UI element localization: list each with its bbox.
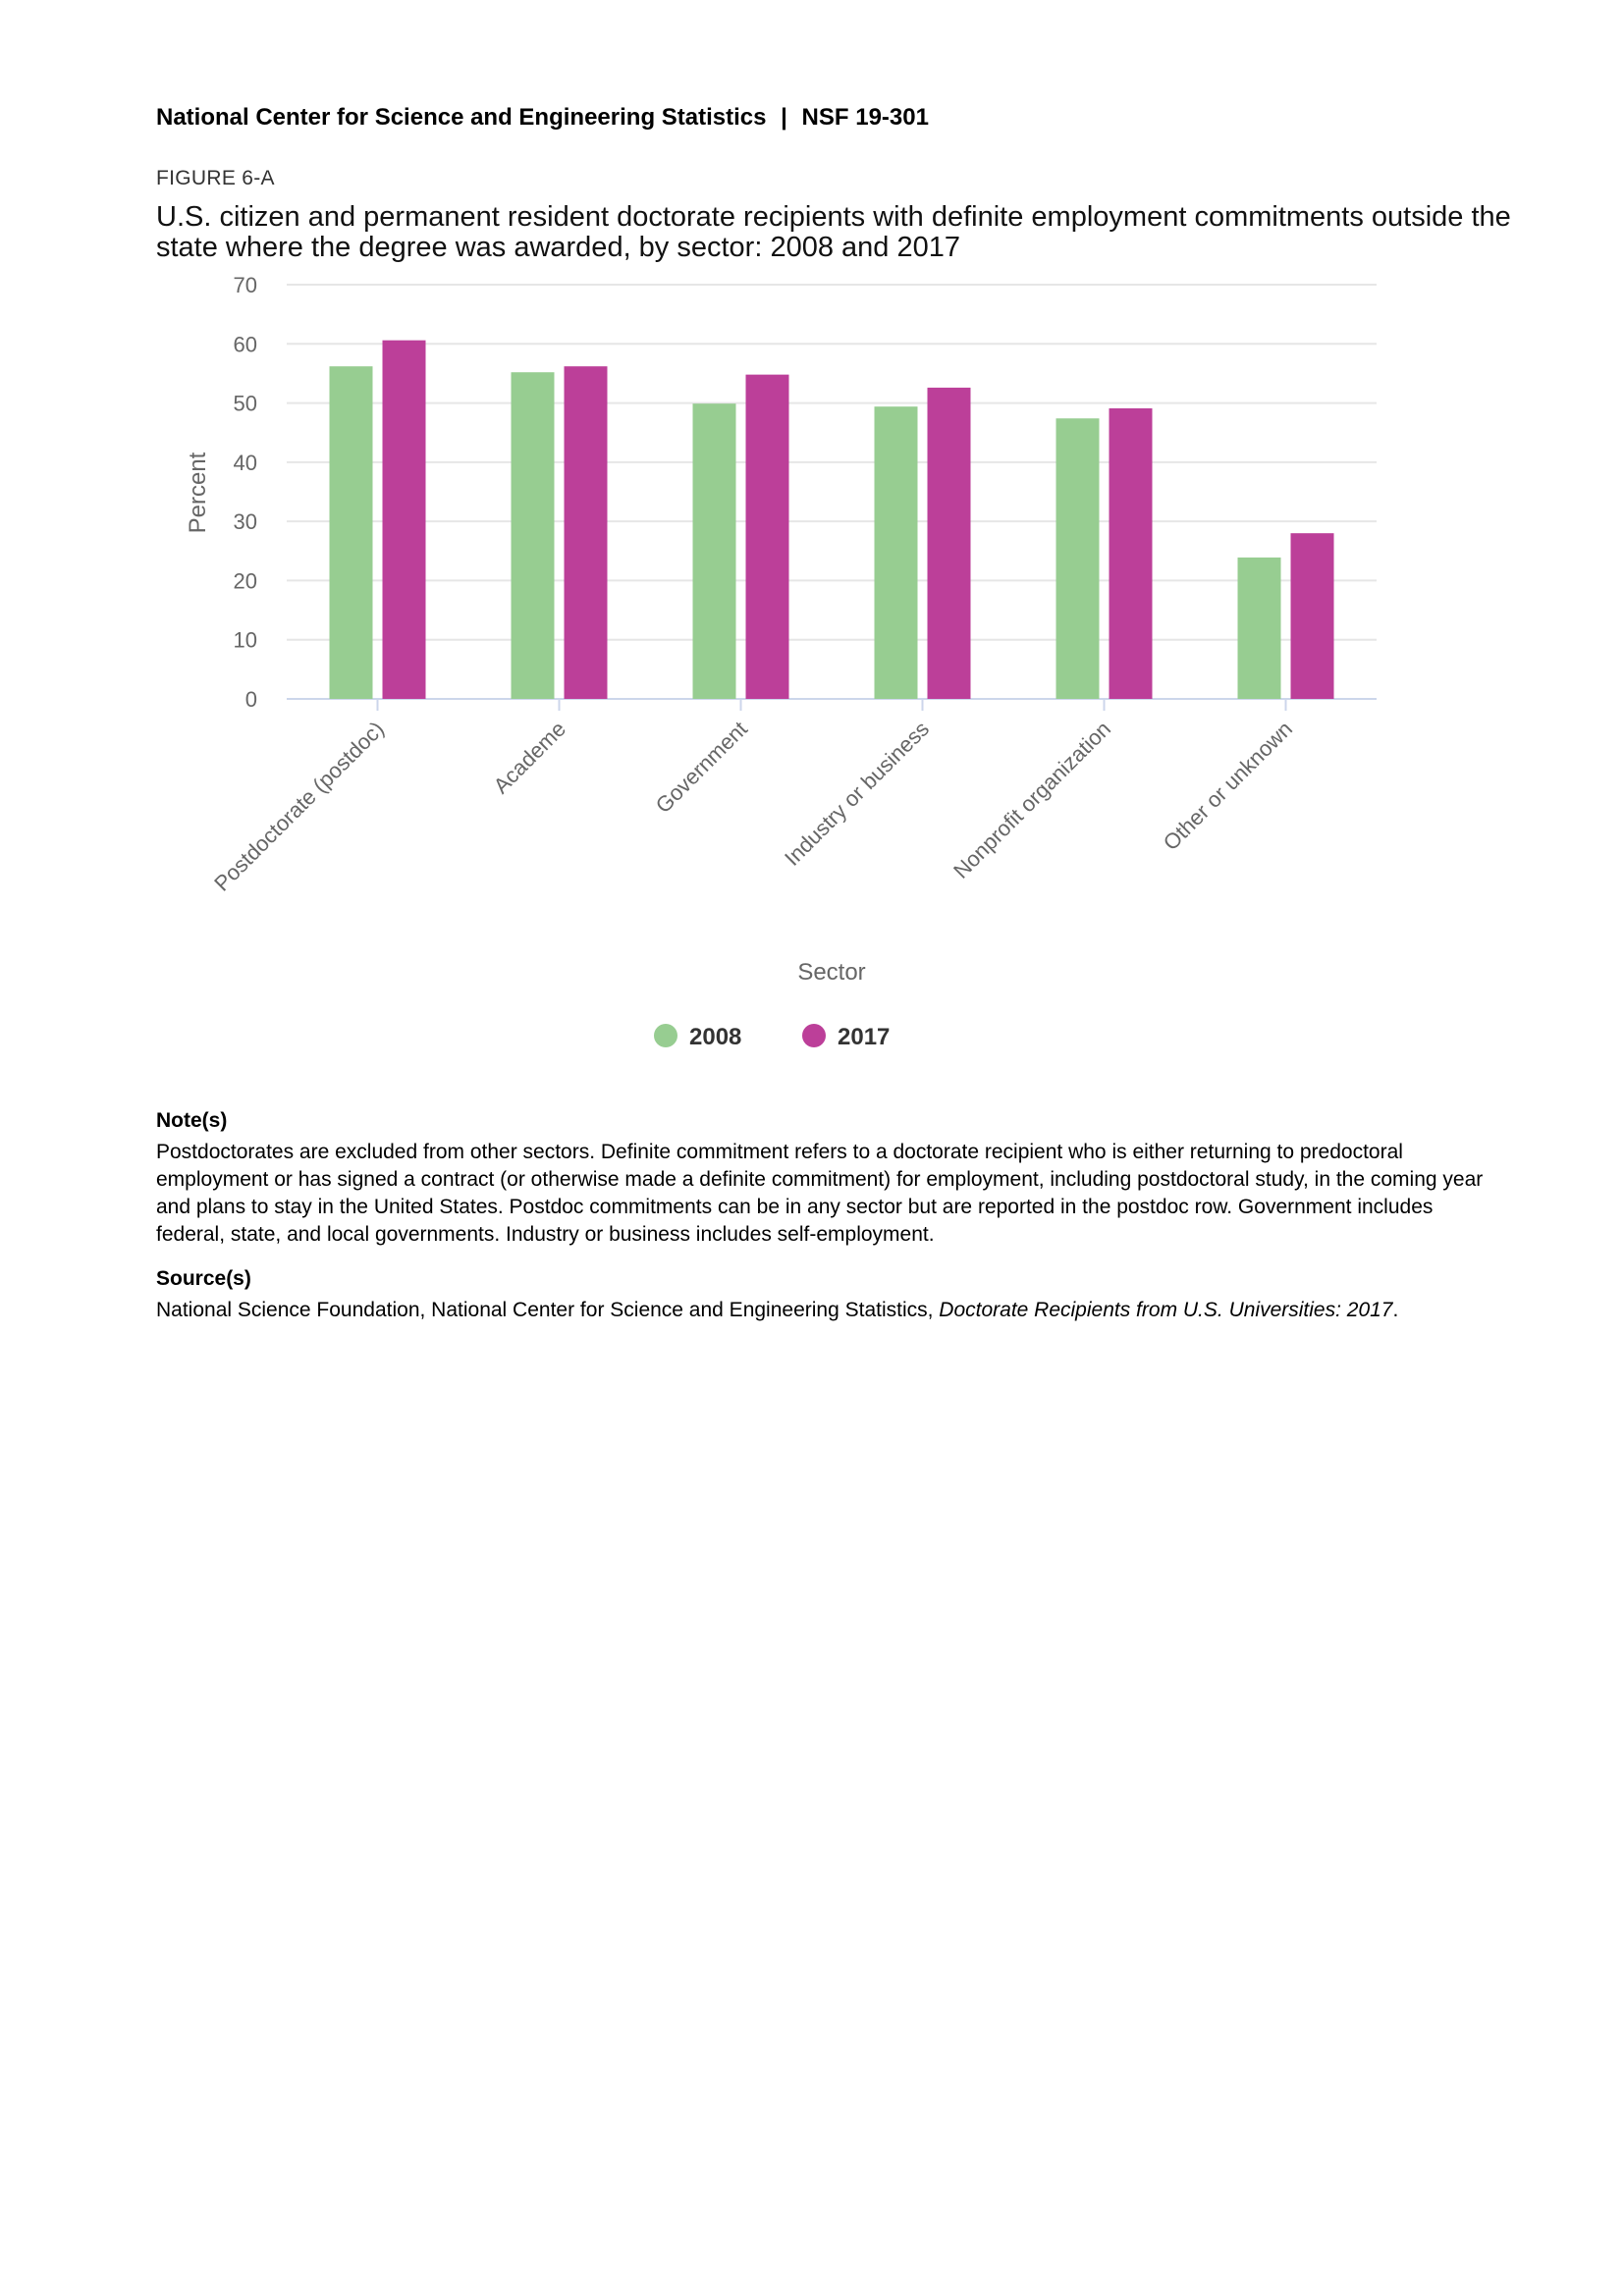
x-axis-title: Sector <box>797 959 866 986</box>
bar-2017[interactable] <box>746 375 789 699</box>
source-text <box>156 1297 1531 1324</box>
y-tick-label: 10 <box>233 627 257 653</box>
x-tick-label: Other or unknown <box>1158 716 1298 856</box>
y-tick-label: 0 <box>244 687 257 712</box>
x-tick-label: Postdoctorate (postdoc) <box>209 716 390 896</box>
header-separator: | <box>781 104 787 131</box>
y-tick-label: 30 <box>233 509 257 535</box>
notes-text: Postdoctorates are excluded from other sectors. Definite commitment refers to a doctorate recipient who is either returning to predoctoral employment or has signed a contract (or otherwise made a definite commitment) for employment, including postdoctoral study, in the coming year and plans to stay in the United States. Postdoc commitments can be in any sector but are reported in the postdoc row. Government includes federal, state, and local governments. Industry or business includes self-employment. <box>156 1141 1484 1246</box>
org-name: National Center for Science and Engineering Statistics <box>156 104 767 131</box>
bar-2008[interactable] <box>512 372 555 699</box>
source-prefix: National Science Foundation, National Center for Science and Engineering Statistics, <box>156 1299 940 1321</box>
y-tick-label: 50 <box>233 391 257 416</box>
x-tick-label: Industry or business <box>780 716 935 871</box>
x-axis-ticks <box>209 699 1297 896</box>
y-tick-label: 20 <box>233 568 257 594</box>
y-axis-ticks <box>234 273 257 712</box>
legend-item-2017[interactable] <box>802 1024 890 1050</box>
bars <box>330 341 1334 699</box>
bar-2017[interactable] <box>1291 533 1334 699</box>
legend-label-2008: 2008 <box>689 1024 742 1050</box>
legend-marker-2008 <box>654 1024 677 1047</box>
source-end: . <box>1392 1299 1399 1321</box>
report-number: NSF 19-301 <box>801 104 929 131</box>
bar-2017[interactable] <box>1110 408 1153 699</box>
notes-heading: Note(s) <box>156 1109 228 1132</box>
legend-marker-2017 <box>802 1024 826 1047</box>
bar-2008[interactable] <box>875 406 918 699</box>
bar-2017[interactable] <box>928 388 971 699</box>
bar-2017[interactable] <box>565 366 608 699</box>
bar-2008[interactable] <box>1056 418 1100 699</box>
bar-chart <box>0 0 1624 1080</box>
bar-2008[interactable] <box>330 366 373 699</box>
legend <box>654 1024 890 1050</box>
legend-item-2008[interactable] <box>654 1024 741 1050</box>
bar-2008[interactable] <box>693 403 736 699</box>
source-heading: Source(s) <box>156 1267 251 1290</box>
y-tick-label: 70 <box>233 273 257 297</box>
x-tick-label: Government <box>650 716 753 819</box>
bar-2017[interactable] <box>383 341 426 699</box>
x-tick-label: Academe <box>488 716 571 799</box>
y-axis-title: Percent <box>185 452 211 534</box>
x-tick-label: Nonprofit organization <box>948 716 1116 883</box>
legend-label-2017: 2017 <box>838 1024 891 1050</box>
y-tick-label: 40 <box>233 450 257 475</box>
gridlines <box>287 285 1377 699</box>
figure-title: U.S. citizen and permanent resident doctorate recipients with definite employment commitments outside the state where the degree was awarded, by sector: 2008 and 2017 <box>156 201 1511 263</box>
figure-label: FIGURE 6-A <box>156 167 275 189</box>
y-tick-label: 60 <box>233 332 257 357</box>
source-publication: Doctorate Recipients from U.S. Universities: 2017 <box>939 1299 1393 1321</box>
bar-2008[interactable] <box>1238 558 1281 699</box>
